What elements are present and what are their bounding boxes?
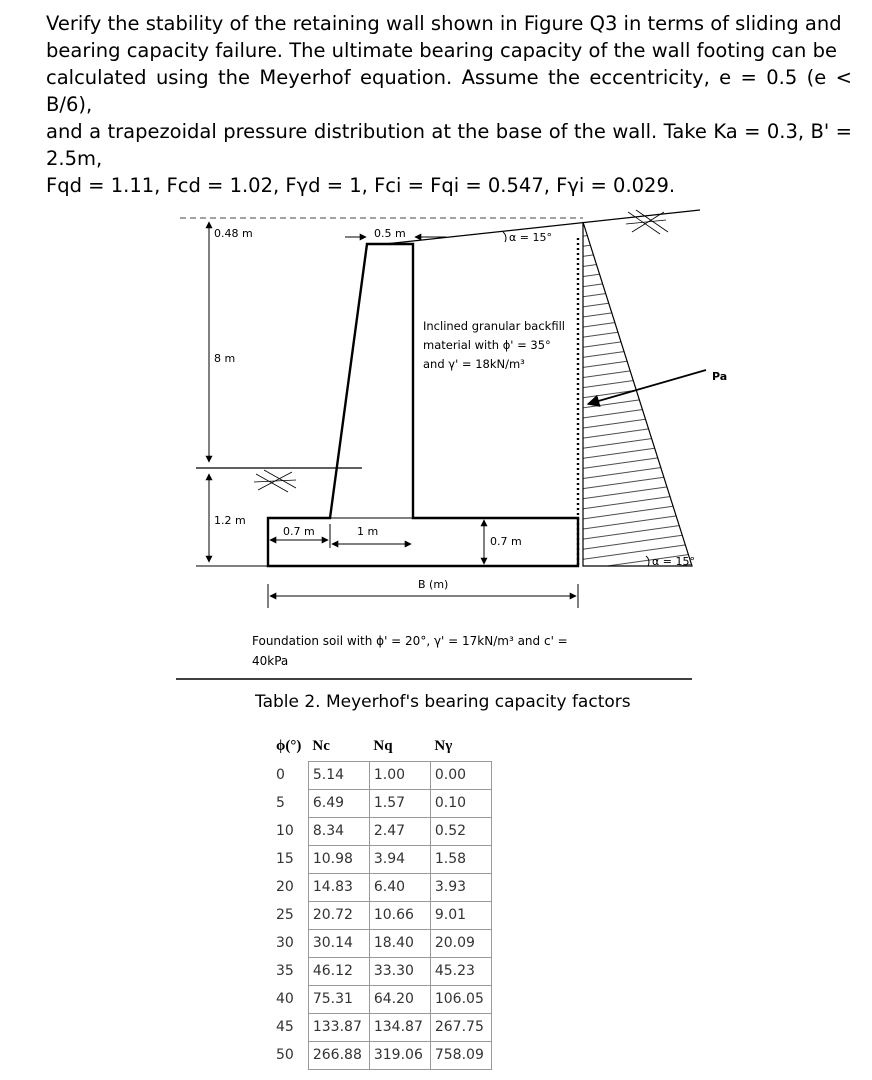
table-header-row	[272, 733, 491, 762]
table-cell: 10.98	[308, 846, 369, 874]
ground-hatch-top	[626, 210, 668, 234]
pressure-diagram	[583, 222, 692, 566]
table-row	[272, 958, 491, 986]
dim-toe-label: 0.7 m	[283, 525, 315, 538]
foundation-line-1: Foundation soil with ϕ' = 20°, γ' = 17kN/m³ and c' =	[252, 634, 568, 648]
backfill-line-1: Inclined granular backfill	[423, 319, 565, 333]
table-cell: 45.23	[430, 958, 491, 986]
table-cell: 0.10	[430, 790, 491, 818]
bearing-capacity-table	[272, 733, 492, 1070]
table-row	[272, 930, 491, 958]
table-cell: 33.30	[369, 958, 430, 986]
table-row	[272, 790, 491, 818]
table-cell: 30	[276, 935, 294, 951]
table-cell: 18.40	[369, 930, 430, 958]
table-cell: 10.66	[369, 902, 430, 930]
table-cell: 267.75	[430, 1014, 491, 1042]
table-cell: 0.00	[430, 762, 491, 790]
pa-label: Pa	[712, 370, 728, 383]
question-line-3: calculated using the Meyerhof equation. Assume the eccentricity, e = 0.5 (e < B/6),	[46, 66, 852, 116]
table-row	[272, 1042, 491, 1070]
header-nq: Nq	[373, 737, 393, 754]
header-ngamma: Nγ	[434, 737, 453, 754]
table-cell: 1.00	[369, 762, 430, 790]
table-row	[272, 1014, 491, 1042]
table-row	[272, 986, 491, 1014]
header-nc: Nc	[312, 737, 330, 754]
question-line-5: Fqd = 1.11, Fcd = 1.02, Fγd = 1, Fci = Fqi = 0.547, Fγi = 0.029.	[46, 174, 676, 197]
question-line-1: Verify the stability of the retaining wall shown in Figure Q3 in terms of sliding and	[46, 12, 842, 35]
table-cell: 14.83	[308, 874, 369, 902]
dim-heel-label: 0.7 m	[490, 535, 522, 548]
table-cell: 6.49	[308, 790, 369, 818]
table-row	[272, 818, 491, 846]
dim-stem-top-label: 0.5 m	[374, 227, 406, 240]
table-cell: 35	[276, 963, 294, 979]
table-cell: 20.72	[308, 902, 369, 930]
table-cell: 1.57	[369, 790, 430, 818]
foundation-line-2: 40kPa	[252, 654, 289, 668]
table-cell: 40	[276, 991, 294, 1007]
dim-height-label: 8 m	[214, 352, 236, 365]
table-cell: 10	[276, 823, 294, 839]
table-cell: 25	[276, 907, 294, 923]
table-cell: 1.58	[430, 846, 491, 874]
table-cell: 0	[276, 767, 285, 783]
table-cell: 134.87	[369, 1014, 430, 1042]
table-cell: 9.01	[430, 902, 491, 930]
alpha-bottom-label: α = 15°	[652, 555, 695, 568]
header-phi: ϕ(°)	[276, 737, 302, 754]
alpha-arc-top	[503, 232, 506, 242]
ground-hatch-toe	[254, 470, 296, 492]
dim-footing-depth-label: 1.2 m	[214, 514, 246, 527]
dim-stem-base-label: 1 m	[357, 525, 379, 538]
table-cell: 50	[276, 1047, 294, 1063]
question-line-4: and a trapezoidal pressure distribution at the base of the wall. Take Ka = 0.3, B' = 2.5m,	[46, 120, 852, 170]
table-cell: 20.09	[430, 930, 491, 958]
retaining-wall-outline	[268, 244, 578, 566]
table-cell: 45	[276, 1019, 294, 1035]
table-row	[272, 902, 491, 930]
table-cell: 8.34	[308, 818, 369, 846]
backfill-line-2: material with ϕ' = 35°	[423, 338, 551, 352]
table-cell: 3.93	[430, 874, 491, 902]
table-row	[272, 874, 491, 902]
table-cell: 6.40	[369, 874, 430, 902]
table-row	[272, 846, 491, 874]
question-line-2: bearing capacity failure. The ultimate bearing capacity of the wall footing can be	[46, 39, 837, 62]
table-cell: 266.88	[308, 1042, 369, 1070]
table-row	[272, 762, 491, 790]
dim-top-width-label: 0.48 m	[214, 227, 253, 240]
table-cell: 15	[276, 851, 294, 867]
table-cell: 133.87	[308, 1014, 369, 1042]
dim-base-width-label: B (m)	[418, 578, 449, 591]
backfill-line-3: and γ' = 18kN/m³	[423, 357, 525, 371]
table-cell: 0.52	[430, 818, 491, 846]
table-cell: 2.47	[369, 818, 430, 846]
table-cell: 319.06	[369, 1042, 430, 1070]
table-cell: 75.31	[308, 986, 369, 1014]
table-cell: 20	[276, 879, 294, 895]
table-cell: 758.09	[430, 1042, 491, 1070]
table-cell: 5.14	[308, 762, 369, 790]
table-cell: 30.14	[308, 930, 369, 958]
table-title: Table 2. Meyerhof's bearing capacity factors	[255, 692, 631, 712]
table-cell: 106.05	[430, 986, 491, 1014]
table-cell: 3.94	[369, 846, 430, 874]
table-cell: 64.20	[369, 986, 430, 1014]
table-cell: 46.12	[308, 958, 369, 986]
table-cell: 5	[276, 795, 285, 811]
alpha-top-label: α = 15°	[509, 231, 552, 244]
